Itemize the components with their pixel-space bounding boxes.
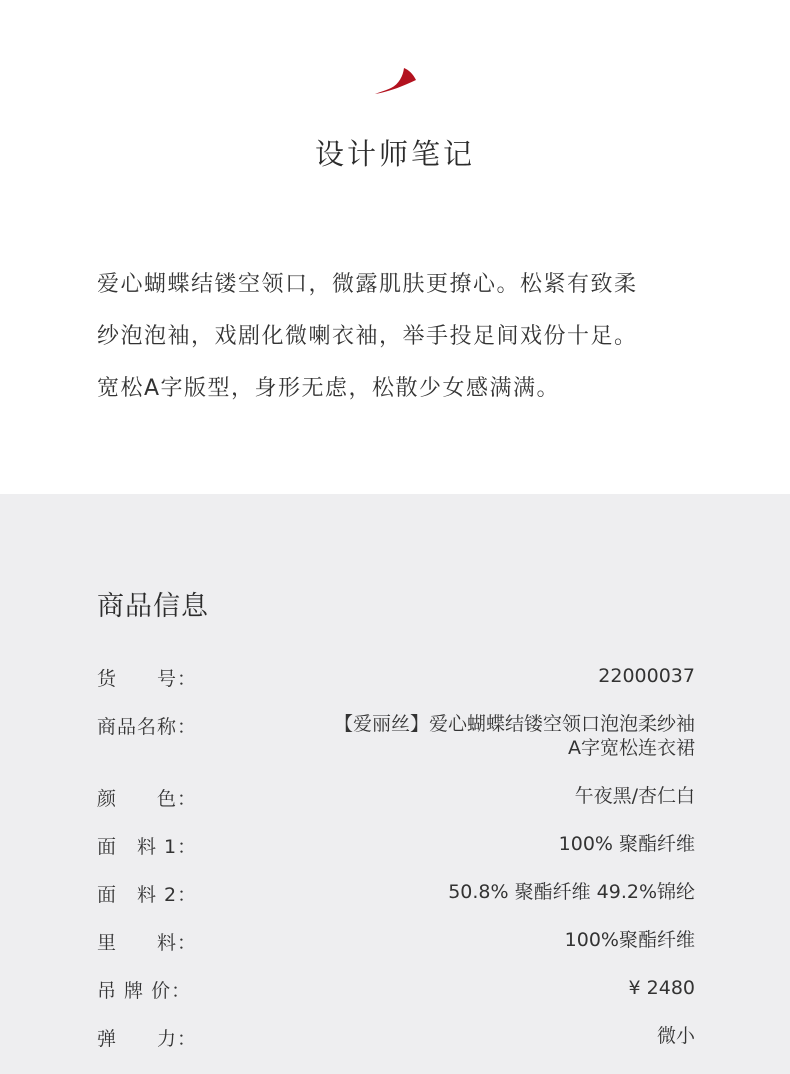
notes-line: 宽松A字版型，身形无虑，松散少女感满满。: [97, 376, 561, 401]
row-value: [275, 880, 695, 904]
row-label: 商品名称：: [97, 716, 198, 738]
row-value: [275, 1024, 695, 1048]
row-value-line: 100%聚酯纤维: [564, 929, 695, 951]
notes-line: 爱心蝴蝶结镂空领口，微露肌肤更撩心。松紧有致柔: [97, 272, 638, 297]
product-info-title: 商品信息: [97, 591, 209, 622]
red-brand-mark-icon: [373, 68, 418, 96]
row-label: 吊 牌 价：: [97, 980, 192, 1002]
row-value-line: 100% 聚酯纤维: [558, 833, 695, 855]
row-value-line: A字宽松连衣裙: [568, 737, 695, 759]
notes-line: 纱泡泡袖，戏剧化微喇衣袖，举手投足间戏份十足。: [97, 324, 638, 349]
row-label: 货 号：: [97, 668, 198, 690]
product-info-section: [0, 494, 790, 1074]
row-value-line: 22000037: [598, 665, 695, 687]
designer-notes-text: [97, 259, 737, 415]
row-value: [275, 832, 695, 856]
row-value: [275, 784, 695, 808]
row-label: 面 料 1：: [97, 836, 198, 858]
row-value: [275, 976, 695, 1000]
designer-notes-section: [0, 0, 790, 494]
row-value-line: 【爱丽丝】爱心蝴蝶结镂空领口泡泡柔纱袖: [333, 713, 695, 735]
row-label: 里 料：: [97, 932, 198, 954]
designer-notes-title: 设计师笔记: [314, 137, 475, 171]
row-value-line: 50.8% 聚酯纤维 49.2%锦纶: [448, 881, 695, 903]
row-value: [275, 928, 695, 952]
row-value: [275, 664, 695, 688]
row-value: [275, 712, 695, 760]
row-value-line: 微小: [656, 1025, 695, 1047]
row-label: 颜 色：: [97, 788, 198, 810]
row-label: 面 料 2：: [97, 884, 198, 906]
row-value-line: ¥ 2480: [628, 977, 695, 999]
row-label: 弹 力：: [97, 1028, 198, 1050]
row-value-line: 午夜黑/杏仁白: [574, 785, 695, 807]
